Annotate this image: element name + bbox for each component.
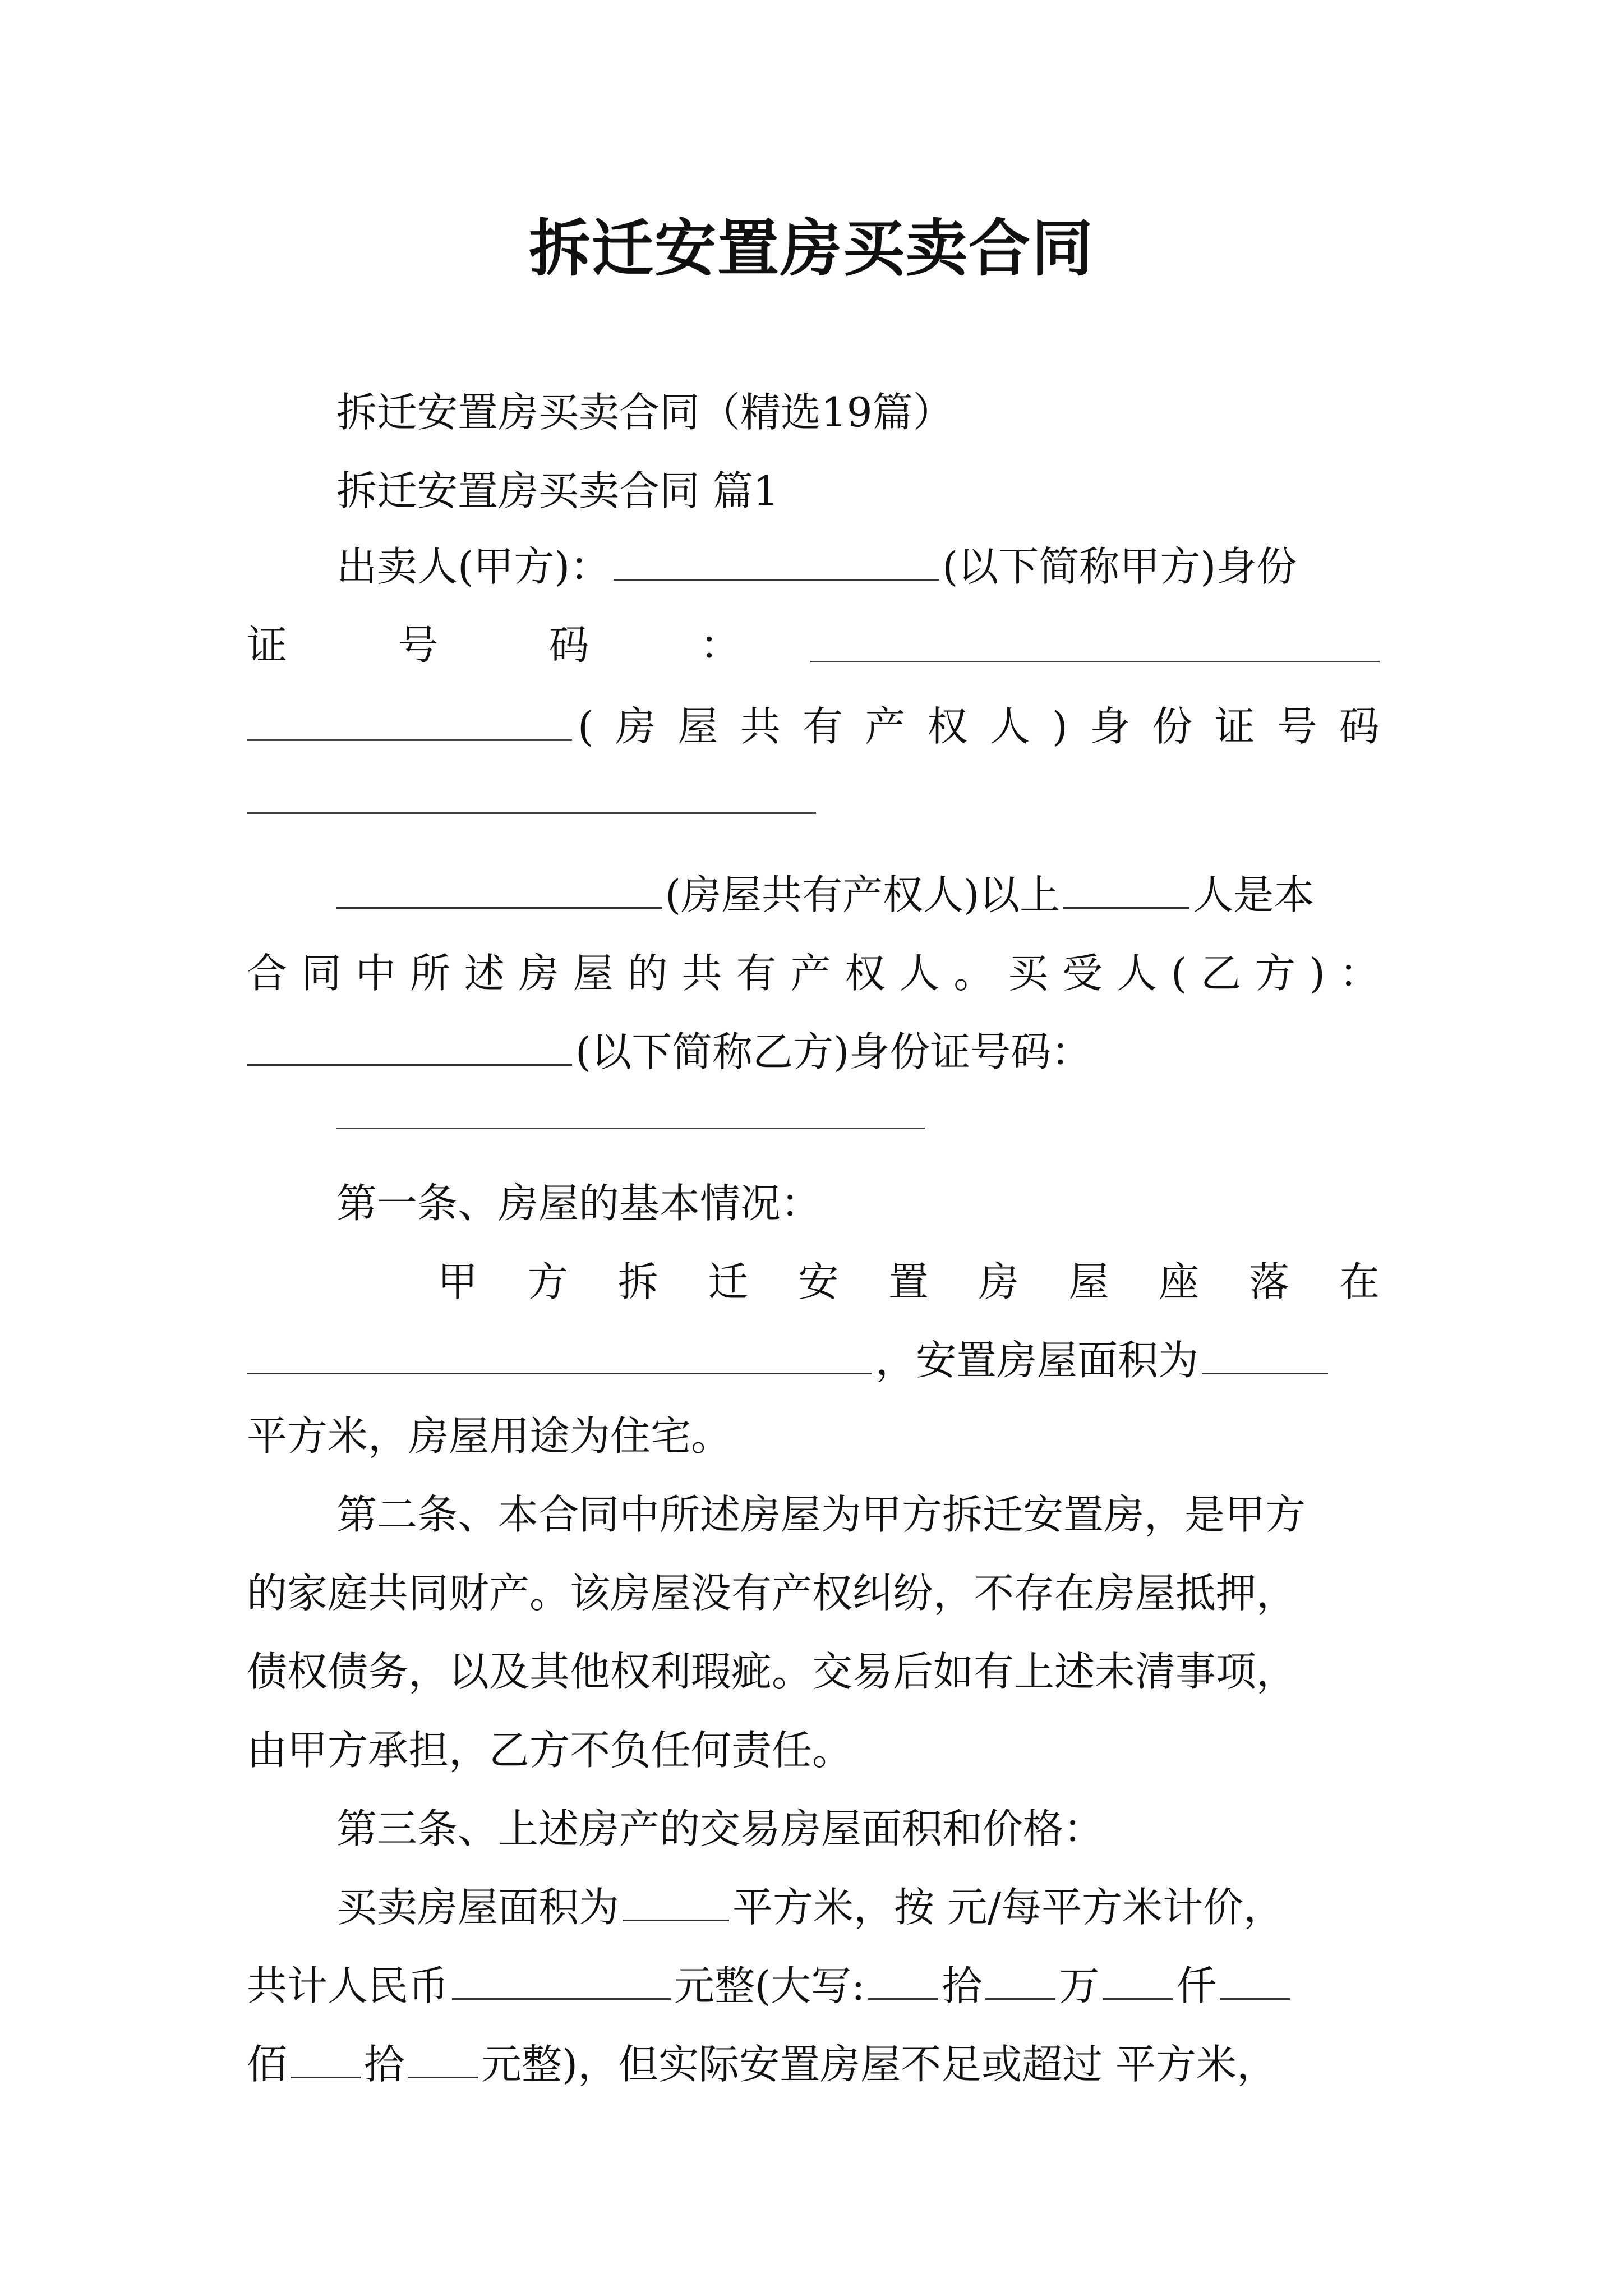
section-heading: 拆迁安置房买卖合同 篇1: [336, 467, 779, 514]
coowner-char: 产: [865, 703, 906, 750]
statement-char: 有: [736, 950, 777, 997]
coowner-blank: [247, 739, 572, 741]
buyer-id-blank: [336, 1128, 925, 1129]
actual-area-text: 元整)，但实际安置房屋不足或超过 平方米，: [481, 2041, 1278, 2088]
coowner-statement-line: [247, 864, 1469, 926]
location-char: 座: [1159, 1258, 1200, 1305]
id-char: 证: [247, 622, 288, 669]
location-char: 方: [527, 1258, 568, 1305]
area-blank: [623, 1880, 729, 1921]
area-blank: [1202, 1333, 1328, 1374]
statement-char: 产: [790, 950, 831, 997]
article1-location-line: [437, 1251, 1380, 1313]
blank-shi-2: [291, 2037, 361, 2078]
location-char: 屋: [1068, 1258, 1109, 1305]
document-subtitle: 拆迁安置房买卖合同（精选19篇）: [336, 389, 953, 436]
coowner-char: (: [578, 703, 594, 750]
statement-char: (: [1170, 950, 1187, 997]
coowner-char: 有: [802, 703, 843, 750]
area-prefix: 买卖房屋面积为: [336, 1884, 620, 1931]
blank-wan: [985, 1959, 1055, 2000]
seller-id-blank: [810, 661, 1380, 662]
statement-char: ): [1309, 950, 1325, 997]
statement-char: 同: [301, 950, 342, 997]
seller-name-blank: [614, 540, 939, 581]
price-text: 平方米，按 元/每平方米计价，: [732, 1884, 1284, 1931]
seller-line: [247, 536, 1469, 597]
buyer-name-blank: [247, 1025, 572, 1066]
coowner-count-suffix: 人是本: [1193, 871, 1315, 918]
statement-char: 方: [1255, 950, 1295, 997]
statement-char: 人: [1117, 950, 1158, 997]
coowner-char: ): [1052, 703, 1068, 750]
buyer-alias: (以下简称乙方)身份证号码：: [575, 1028, 1092, 1075]
coowner-label: (房屋共有产权人)以上: [665, 871, 1061, 918]
statement-char: 房: [518, 950, 559, 997]
total-prefix: 共计人民币: [247, 1962, 449, 2009]
statement-char: 乙: [1200, 950, 1241, 997]
statement-char: 买: [1008, 950, 1049, 997]
statement-char: 所: [409, 950, 450, 997]
area-label: ，安置房屋面积为: [875, 1337, 1199, 1384]
unit-bai: 佰: [247, 2041, 288, 2088]
location-char: 安: [798, 1258, 839, 1305]
seller-id-line: [247, 614, 1380, 676]
coowner-char: 码: [1339, 703, 1380, 750]
id-char: 号: [398, 622, 439, 669]
location-char: 拆: [617, 1258, 658, 1305]
article2-line-2: 的家庭共同财产。该房屋没有产权纠纷，不存在房屋抵押，: [247, 1570, 1297, 1617]
location-char: 房: [978, 1258, 1019, 1305]
unit-wan: 万: [1059, 1962, 1100, 2009]
coowner-id-blank: [247, 812, 816, 814]
coowner-char: 人: [989, 703, 1030, 750]
article3-line-1: [247, 1876, 1469, 1938]
article1-usage-line: 平方米，房屋用途为住宅。: [247, 1412, 732, 1460]
document-title: 拆迁安置房买卖合同: [529, 212, 1094, 284]
location-char: 甲: [437, 1258, 478, 1305]
article3-line-2: [247, 1955, 1380, 2017]
blank-bai: [1220, 1959, 1290, 2000]
unit-qian: 仟: [1176, 1962, 1217, 2009]
article1-heading: 第一条、房屋的基本情况：: [336, 1180, 822, 1227]
seller-label: 出卖人(甲方)：: [336, 543, 611, 590]
coowner-char: 屋: [677, 703, 718, 750]
coowner-char: 证: [1214, 703, 1255, 750]
statement-char: 受: [1062, 950, 1103, 997]
article3-line-3: [247, 2033, 1380, 2095]
article1-area-line: [247, 1329, 1380, 1391]
coowner-statement-line-2: [247, 942, 1380, 1004]
location-char: 落: [1249, 1258, 1290, 1305]
unit-shi: 拾: [942, 1962, 983, 2009]
location-char: 迁: [708, 1258, 749, 1305]
article2-line-4: 由甲方承担，乙方不负任何责任。: [247, 1727, 853, 1774]
seller-id-label: [247, 614, 740, 676]
coowner-char: 身: [1089, 703, 1130, 750]
seller-alias: (以下简称甲方)身份: [942, 543, 1297, 590]
coowner-char: 份: [1152, 703, 1193, 750]
location-char: 在: [1339, 1258, 1380, 1305]
coowner-char: 权: [927, 703, 968, 750]
statement-char: 述: [464, 950, 505, 997]
total-blank: [452, 1959, 671, 2000]
statement-char: 。: [953, 950, 994, 997]
coowner-char: 共: [740, 703, 781, 750]
buyer-line: [247, 1021, 1380, 1083]
coowner-char: 号: [1276, 703, 1317, 750]
unit-shi-2: 拾: [364, 2041, 405, 2088]
id-char: 码: [548, 622, 589, 669]
id-char: ：: [699, 622, 740, 669]
statement-char: 权: [845, 950, 886, 997]
article3-heading: 第三条、上述房产的交易房屋面积和价格：: [336, 1805, 1104, 1852]
statement-char: 人: [899, 950, 940, 997]
coowner-count-blank: [1063, 868, 1189, 909]
article2-line-3: 债权债务，以及其他权利瑕疵。交易后如有上述未清事项，: [247, 1648, 1297, 1695]
statement-char: 共: [681, 950, 722, 997]
statement-char: 屋: [573, 950, 614, 997]
coowner-char: 房: [615, 703, 656, 750]
article2-line-1: 第二条、本合同中所述房屋为甲方拆迁安置房，是甲方: [336, 1491, 1306, 1538]
coowner-name-blank: [336, 868, 662, 909]
statement-char: ：: [1339, 950, 1380, 997]
coowner-id-line: [578, 696, 1380, 757]
statement-char: 中: [355, 950, 396, 997]
blank-yuan: [408, 2037, 478, 2078]
blank-qian: [1103, 1959, 1173, 2000]
total-upper-prefix: 元整(大写:: [674, 1962, 865, 2009]
statement-char: 的: [627, 950, 668, 997]
location-char: 置: [888, 1258, 929, 1305]
statement-char: 合: [247, 950, 288, 997]
location-blank: [247, 1333, 872, 1374]
blank-shi: [868, 1959, 938, 2000]
